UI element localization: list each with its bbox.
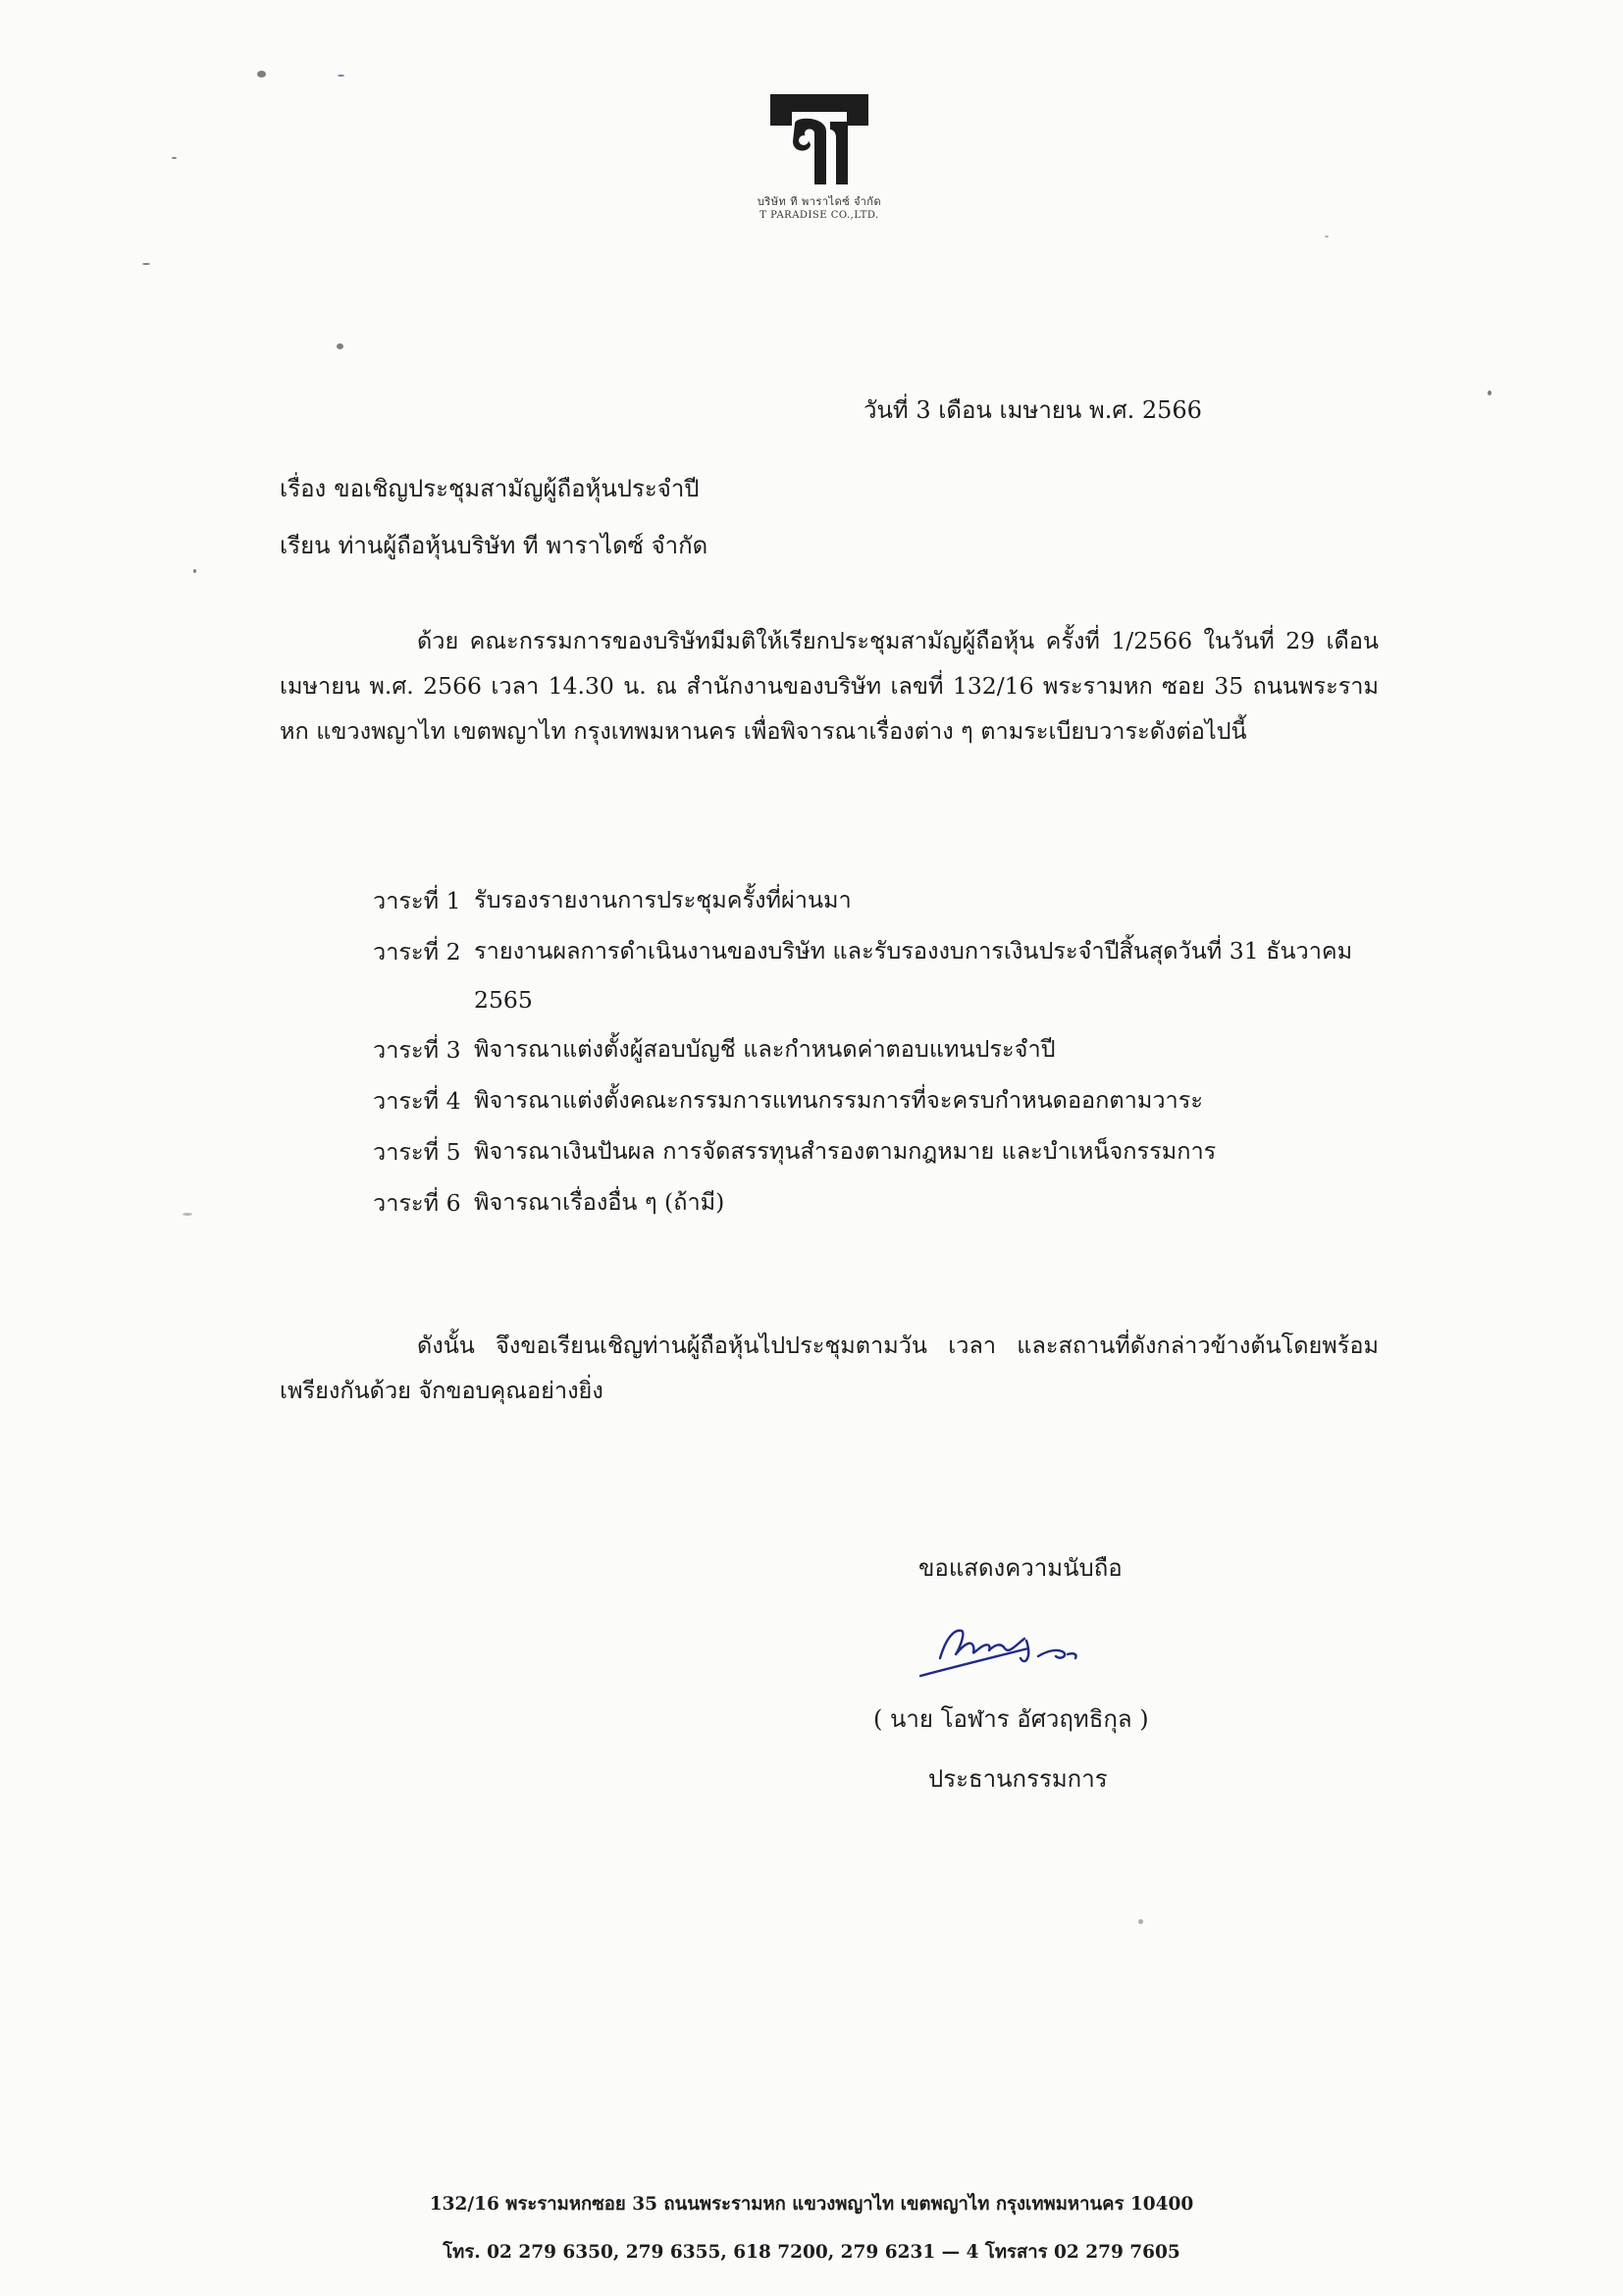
- scan-speck: [337, 343, 343, 349]
- subject-label: เรื่อง: [280, 475, 327, 502]
- scan-speck: [338, 75, 344, 77]
- closing-paragraph: [280, 1323, 1379, 1413]
- recipient-label: เรียน: [280, 532, 331, 559]
- agenda-number: วาระที่ 6: [373, 1189, 461, 1217]
- agenda-list: [373, 875, 1384, 1228]
- agenda-item: [373, 926, 1384, 1024]
- agenda-number: วาระที่ 4: [373, 1087, 461, 1115]
- subject-line: [280, 469, 700, 507]
- subject-text: ขอเชิญประชุมสามัญผู้ถือหุ้นประจำปี: [334, 475, 700, 502]
- t-paradise-logo-icon: [765, 94, 873, 188]
- body-paragraph-text: ด้วย คณะกรรมการของบริษัทมีมติให้เรียกประชุมสามัญผู้ถือหุ้น ครั้งที่ 1/2566 ในวันที่ 29 เดือน เมษายน พ.ศ. 2566 เวลา 14.30 น. ณ สำนักงานของบริษัท เลขที่ 132/16 พระรามหก ซอย 35 ถนนพระรามหก แขวงพญาไท เขตพญาไท กรุงเทพมหานคร เพื่อพิจารณาเรื่องต่าง ๆ ตามระเบียบวาระดังต่อไปนี้: [280, 627, 1379, 745]
- agenda-text: พิจารณาแต่งตั้งคณะกรรมการแทนกรรมการที่จะครบกำหนดออกตามวาระ: [474, 1086, 1203, 1114]
- agenda-number: วาระที่ 1: [373, 887, 461, 914]
- company-name-english: T PARADISE CO.,LTD.: [759, 210, 879, 221]
- agenda-number: วาระที่ 2: [373, 938, 461, 965]
- scan-speck: [1138, 1919, 1143, 1924]
- scan-speck: [142, 263, 150, 265]
- letterhead: [716, 94, 922, 221]
- handwritten-signature-icon: [911, 1619, 1117, 1688]
- body-paragraph: [280, 618, 1379, 754]
- scan-speck: [193, 569, 196, 573]
- footer-contact: โทร. 02 279 6350, 279 6355, 618 7200, 279 6231 — 4 โทรสาร 02 279 7605: [443, 2242, 1180, 2263]
- recipient-line: [280, 526, 707, 564]
- recipient-text: ท่านผู้ถือหุ้นบริษัท ที พาราไดซ์ จำกัด: [338, 532, 708, 559]
- closing-paragraph-text: ดังนั้น จึงขอเรียนเชิญท่านผู้ถือหุ้นไปประชุมตามวัน เวลา และสถานที่ดังกล่าวข้างต้นโดยพร้อมเพรียงกันด้วย จักขอบคุณอย่างยิ่ง: [280, 1331, 1379, 1404]
- footer-address: 132/16 พระรามหกซอย 35 ถนนพระรามหก แขวงพญาไท เขตพญาไท กรุงเทพมหานคร 10400: [429, 2194, 1194, 2215]
- agenda-text: รับรองรายงานการประชุมครั้งที่ผ่านมา: [474, 886, 852, 913]
- closing-salutation: ขอแสดงความนับถือ: [918, 1554, 1123, 1582]
- agenda-text: พิจารณาเรื่องอื่น ๆ (ถ้ามี): [474, 1188, 725, 1216]
- agenda-item: [373, 1177, 1384, 1228]
- agenda-text: รายงานผลการดำเนินงานของบริษัท และรับรองงบการเงินประจำปีสิ้นสุดวันที่ 31 ธันวาคม 2565: [474, 937, 1353, 1014]
- letter-date: วันที่ 3 เดือน เมษายน พ.ศ. 2566: [864, 396, 1202, 424]
- agenda-text: พิจารณาเงินปันผล การจัดสรรทุนสำรองตามกฎหมาย และบำเหน็จกรรมการ: [474, 1137, 1217, 1165]
- agenda-number: วาระที่ 5: [373, 1138, 461, 1166]
- scan-speck: [257, 71, 266, 78]
- agenda-text: พิจารณาแต่งตั้งผู้สอบบัญชี และกำหนดค่าตอบแทนประจำปี: [474, 1035, 1056, 1063]
- scan-speck: [183, 1213, 192, 1216]
- agenda-item: [373, 1024, 1384, 1075]
- agenda-number: วาระที่ 3: [373, 1036, 461, 1064]
- scan-speck: [172, 157, 177, 159]
- company-name-thai: บริษัท ที พาราไดซ์ จำกัด: [757, 195, 882, 208]
- agenda-item: [373, 875, 1384, 926]
- signer-position: ประธานกรรมการ: [928, 1765, 1108, 1793]
- signer-name: ( นาย โอฬาร อัศวฤทธิกุล ): [873, 1705, 1149, 1733]
- agenda-item: [373, 1075, 1384, 1126]
- scan-speck: [1325, 235, 1329, 237]
- agenda-item: [373, 1126, 1384, 1177]
- scan-speck: [1488, 391, 1492, 395]
